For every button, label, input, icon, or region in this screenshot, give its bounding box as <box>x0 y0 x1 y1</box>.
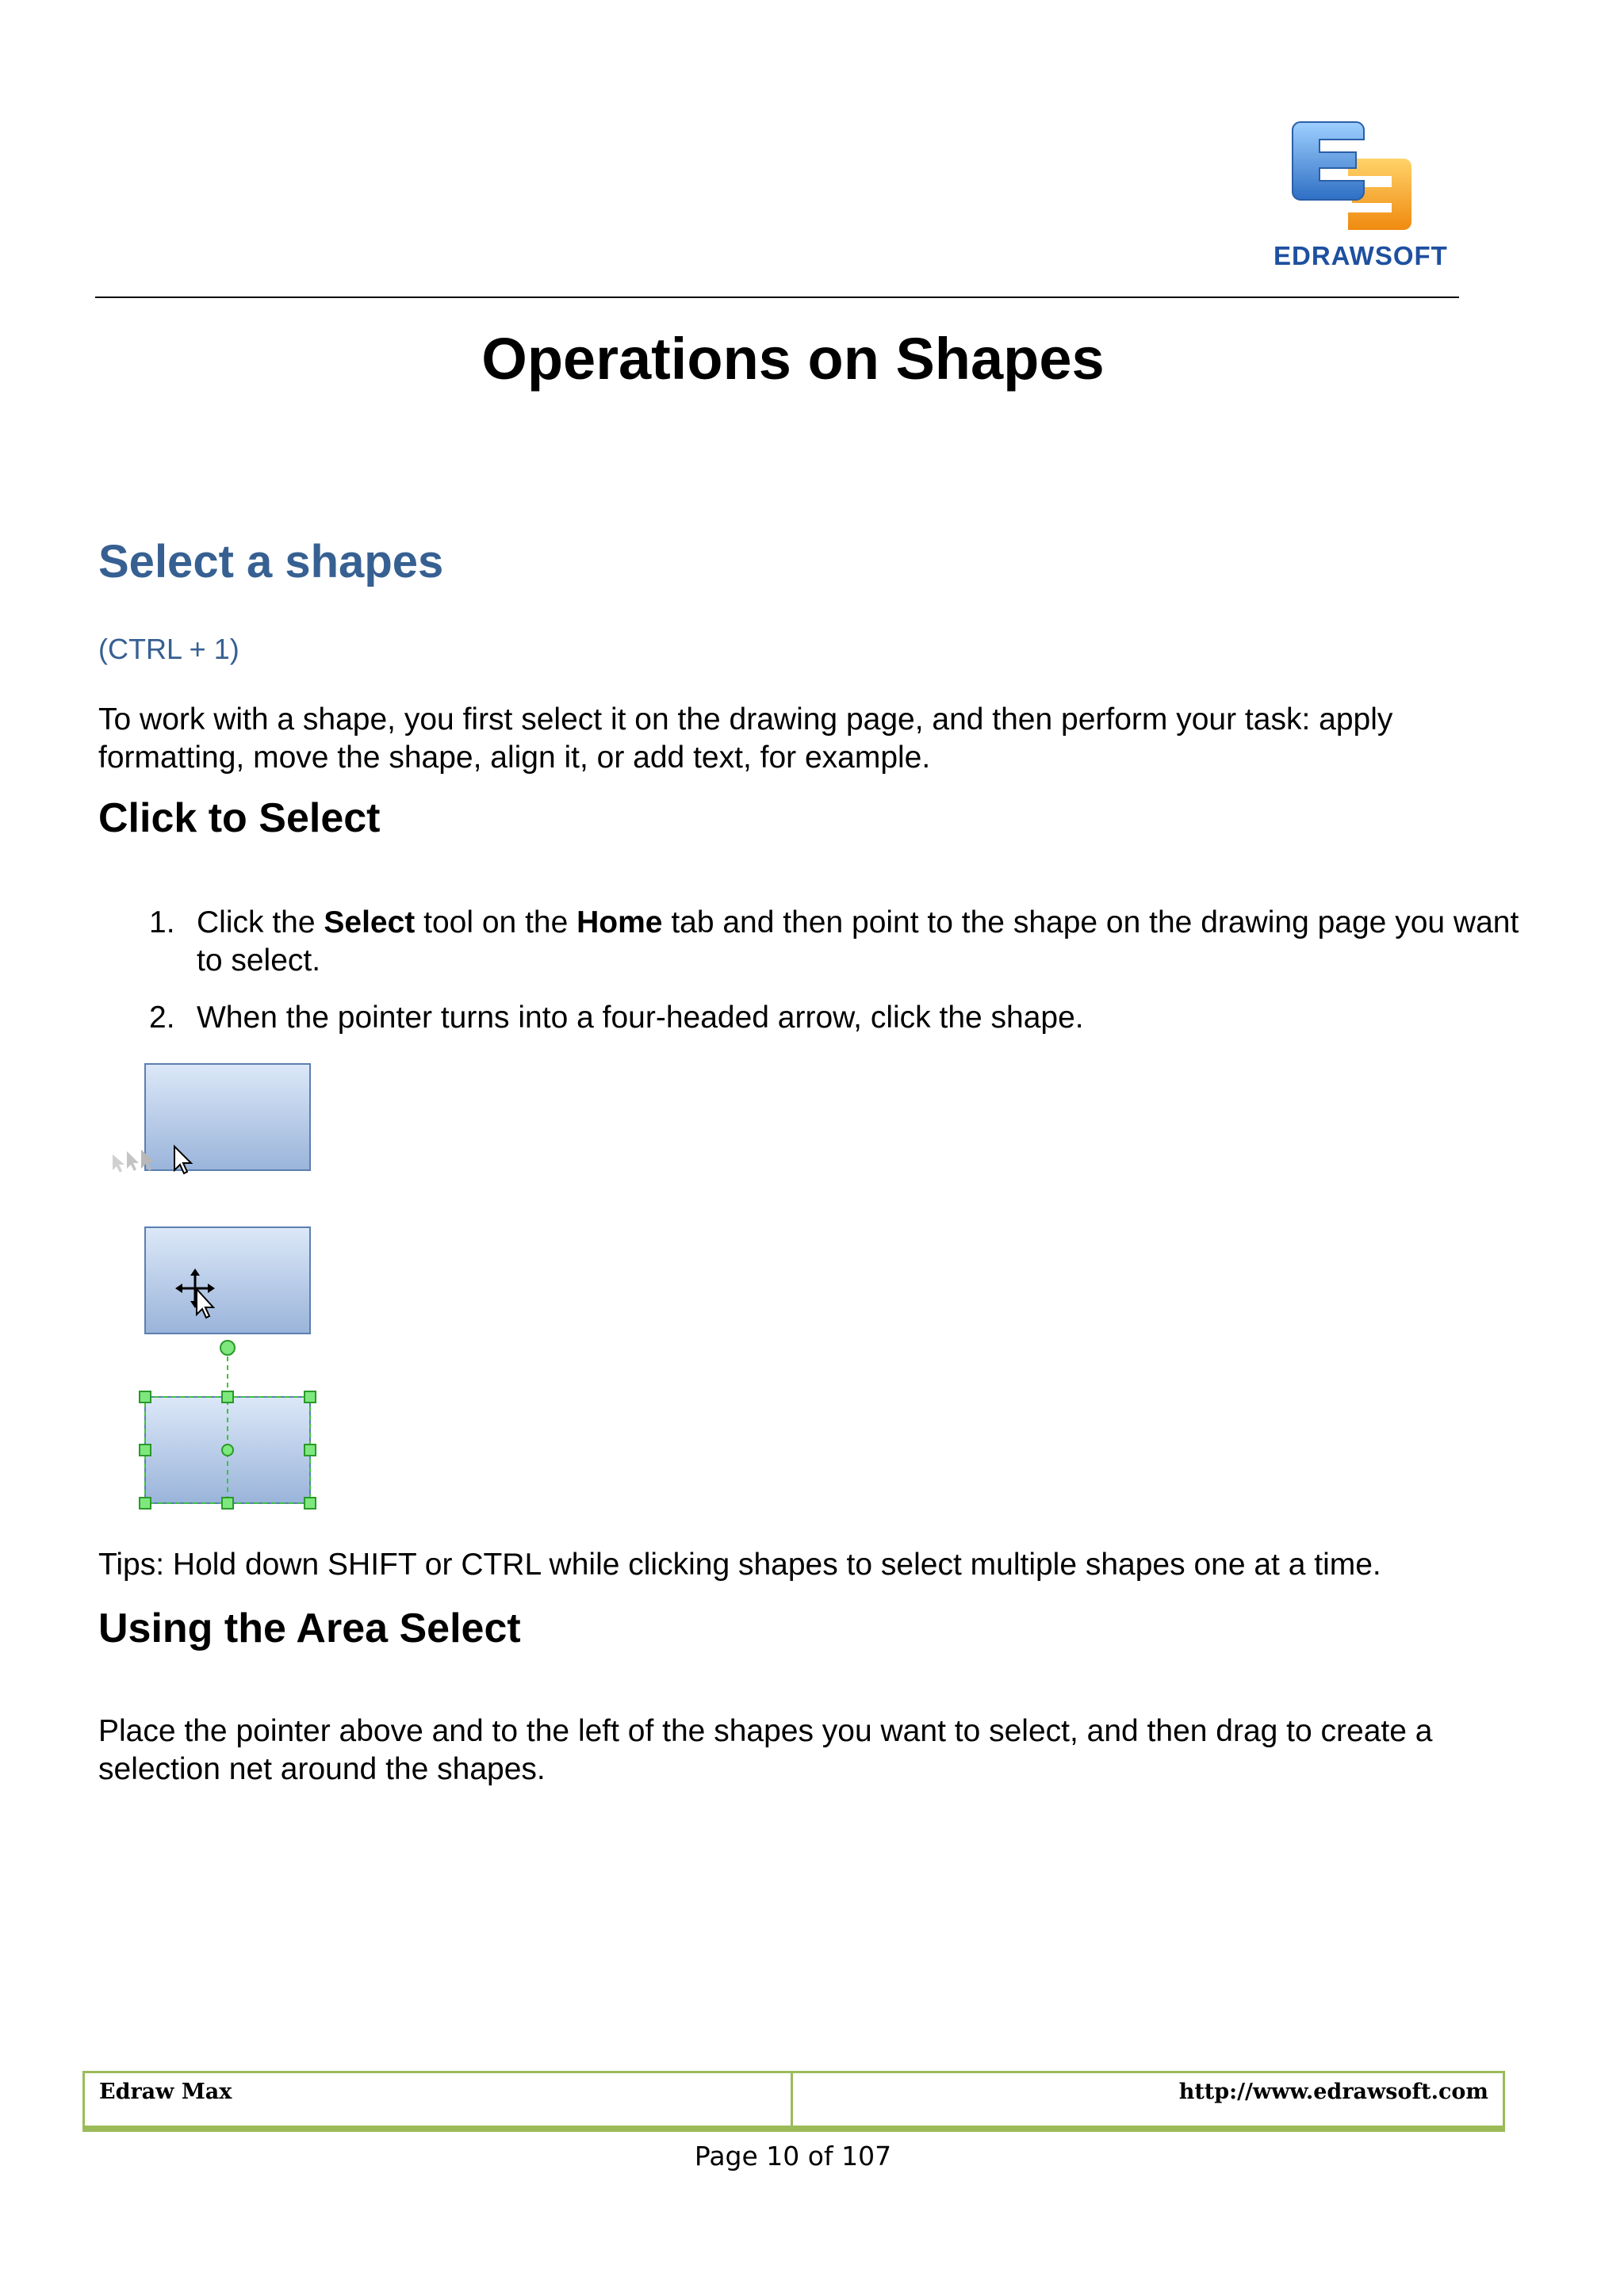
page-title: Operations on Shapes <box>481 326 1105 392</box>
rotation-handle-icon <box>220 1341 235 1355</box>
selection-illustration <box>103 1054 341 1522</box>
selected-shape <box>140 1341 316 1509</box>
section-heading: Select a shapes <box>98 536 444 587</box>
step-text-part: tab and then point to the shape on the drawing page you want to select. <box>197 905 1519 978</box>
step-text-part: Click the <box>197 905 324 939</box>
shape-rectangle <box>145 1227 310 1334</box>
header-rule <box>95 297 1459 298</box>
step-text-part: tool on the <box>415 905 577 939</box>
click-select-heading: Click to Select <box>98 795 381 841</box>
list-number: 1. <box>149 905 175 939</box>
list-text: When the pointer turns into a four-headed arrow, click the shape. <box>197 1001 1084 1035</box>
intro-paragraph: To work with a shape, you first select it on the drawing page, and then perform your task: apply formatting, move the shape, align it, or add text, for example. <box>98 702 1393 775</box>
footer-bottom-rule <box>82 2128 1505 2132</box>
shape-rectangle <box>145 1064 310 1170</box>
page-number: Page 10 of 107 <box>694 2141 892 2172</box>
list-text <box>197 904 1529 980</box>
logo-text: EDRAWSOFT <box>1274 241 1448 270</box>
area-select-heading: Using the Area Select <box>98 1605 521 1651</box>
edrawsoft-logo-icon <box>1261 117 1451 236</box>
footer-url: http://www.edrawsoft.com <box>1178 2080 1488 2104</box>
area-select-paragraph: Place the pointer above and to the left of the shapes you want to select, and then drag to create a selection net around the shapes. <box>98 1714 1433 1786</box>
footer-table <box>82 2071 1505 2128</box>
list-number: 2. <box>149 1001 175 1035</box>
tips-text: Tips: Hold down SHIFT or CTRL while clicking shapes to select multiple shapes one at a time. <box>98 1548 1381 1582</box>
edrawsoft-logo <box>1261 117 1451 276</box>
footer-divider <box>791 2073 793 2126</box>
footer-product-name: Edraw Max <box>99 2080 232 2104</box>
step-bold-select: Select <box>324 905 416 939</box>
step-bold-home: Home <box>576 905 663 939</box>
shortcut-text: (CTRL + 1) <box>98 633 239 665</box>
